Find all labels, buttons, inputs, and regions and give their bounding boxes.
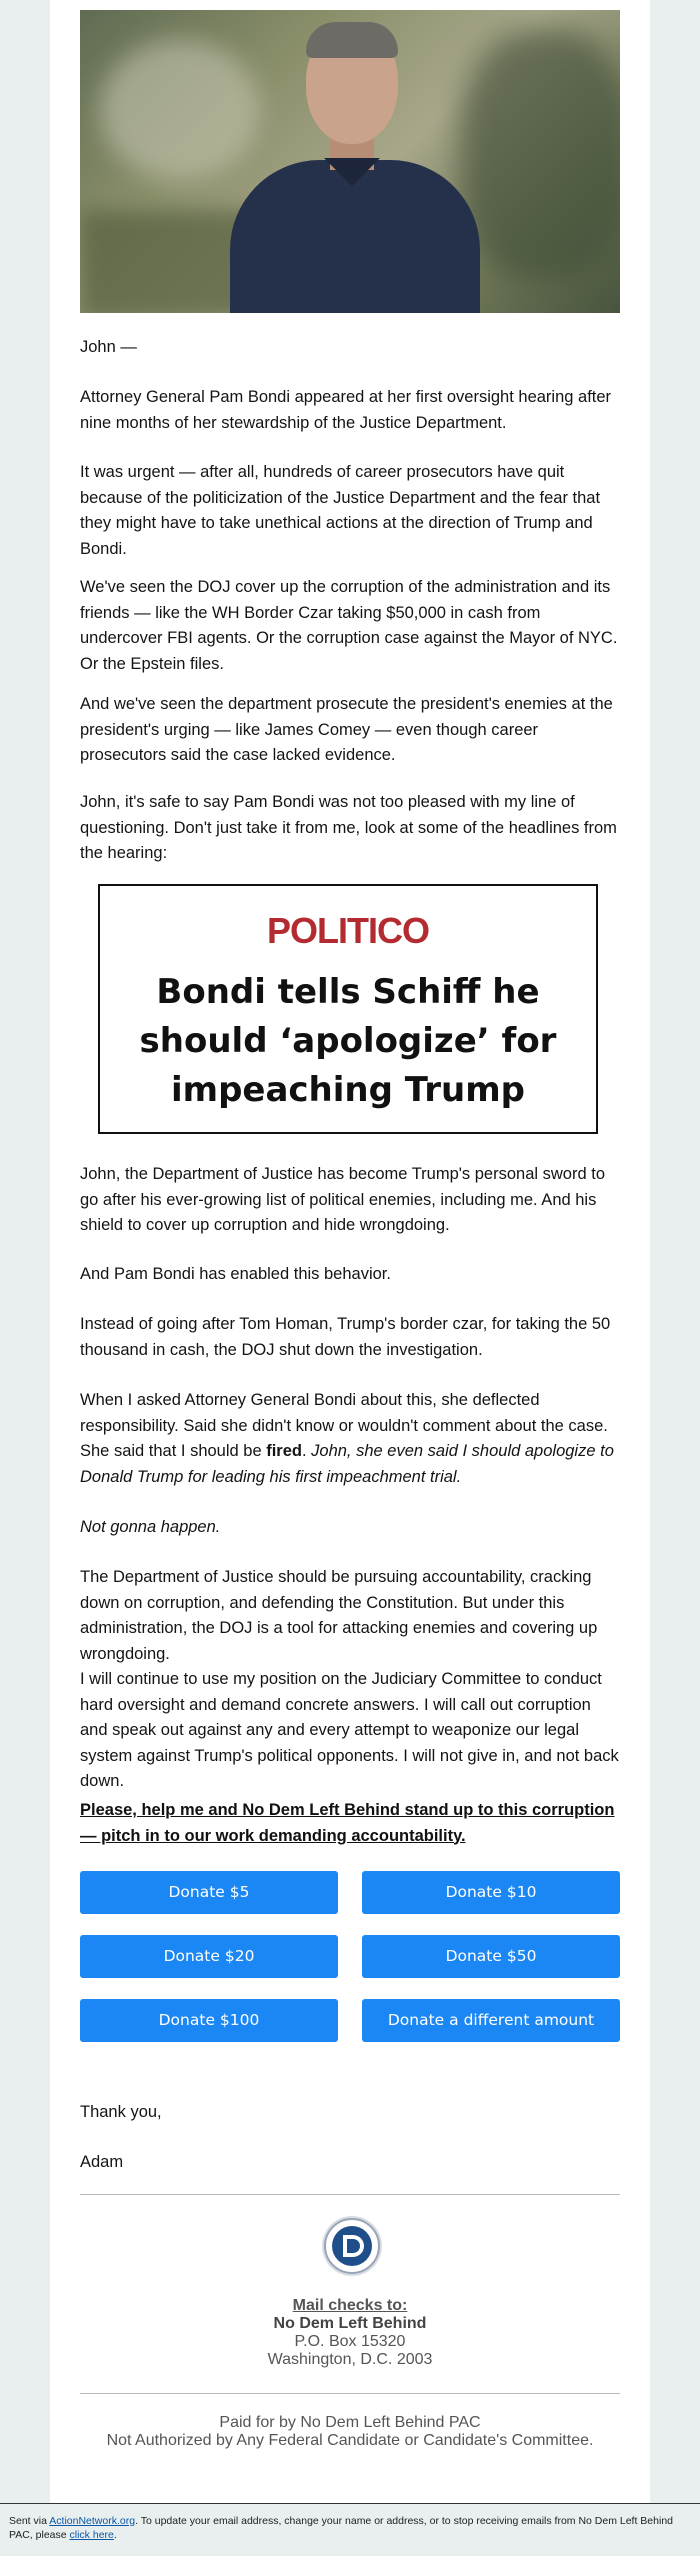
donate-20-button[interactable]: Donate $20: [80, 1935, 338, 1978]
paragraph: John, it's safe to say Pam Bondi was not too pleased with my line of questioning. Don't just take it from me, look at some of the headlines from the hearing:: [80, 793, 617, 862]
politico-logo: POLITICO: [267, 910, 429, 951]
hero-photo: [80, 10, 620, 313]
paragraph: Instead of going after Tom Homan, Trump's border czar, for taking the 50 thousand in cash, the DOJ shut down the investigation.: [80, 1315, 611, 1359]
paragraph: John, the Department of Justice has become Trump's personal sword to go after his ever-growing list of political enemies, including me. And his shield to cover up corruption and hide wrongdoing.: [80, 1165, 605, 1234]
donate-5-button[interactable]: Donate $5: [80, 1871, 338, 1914]
donate-100-button[interactable]: Donate $100: [80, 1999, 338, 2042]
paragraph: I will continue to use my position on the Judiciary Committee to conduct hard oversight and demand concrete answers. I will call out corruption and speak out against any and every attempt to weaponize our legal system against Trump's political opponents. I will not give in, and not back down.: [80, 1670, 619, 1790]
unsubscribe-link[interactable]: click here: [69, 2529, 114, 2541]
mail-label: Mail checks to:: [292, 2297, 408, 2314]
paragraph: Attorney General Pam Bondi appeared at her first oversight hearing after nine months of her stewardship of the Justice Department.: [80, 388, 612, 432]
disclaimer-line1: Paid for by No Dem Left Behind PAC: [219, 2414, 481, 2431]
thanks-text: Thank you,: [80, 2103, 162, 2121]
mail-org: No Dem Left Behind: [273, 2315, 427, 2332]
email-footer: [0, 2503, 700, 2556]
disclaimer-line2: Not Authorized by Any Federal Candidate or Candidate's Committee.: [106, 2432, 594, 2449]
greeting: John —: [80, 338, 137, 356]
paragraph: It was urgent — after all, hundreds of career prosecutors have quit because of the politicization of the Justice Department and the fear that they might have to take unethical actions at the direction of Trump and Bondi.: [80, 463, 601, 558]
paragraph-fired: When I asked Attorney General Bondi about this, she deflected responsibility. Said she didn't know or wouldn't comment about the case. She said that I should be fired. John, she even said I should apologize to Donald Trump for leading his first impeachment trial.: [80, 1391, 614, 1486]
cta-link[interactable]: Please, help me and No Dem Left Behind stand up to this corruption — pitch in to our work demanding accountability.: [80, 1801, 615, 1845]
paragraph: Not gonna happen.: [80, 1518, 221, 1536]
mail-city: Washington, D.C. 2003: [267, 2351, 433, 2368]
paragraph: We've seen the DOJ cover up the corruption of the administration and its friends — like the WH Border Czar taking $50,000 in cash from undercover FBI agents. Or the corruption case against the Mayor of NYC. Or the Epstein files.: [80, 578, 618, 673]
footer-text: Sent via ActionNetwork.org. To update your email address, change your name or address, or to stop receiving emails from No Dem Left Behind PAC, please click here.: [9, 2515, 673, 2541]
divider: [80, 2393, 620, 2394]
mail-box: P.O. Box 15320: [294, 2333, 406, 2350]
paragraph: The Department of Justice should be pursuing accountability, cracking down on corruption, and defending the Constitution. But under this administration, the DOJ is a tool for attacking enemies and covering up wrongdoing.: [80, 1568, 598, 1663]
signature: Adam: [80, 2153, 124, 2171]
divider: [80, 2194, 620, 2195]
email-body: [50, 0, 650, 2503]
donate-50-button[interactable]: Donate $50: [362, 1935, 620, 1978]
headline-card[interactable]: [98, 884, 598, 1134]
paragraph: And Pam Bondi has enabled this behavior.: [80, 1265, 391, 1283]
headline-text: Bondi tells Schiff he should ‘apologize’ for impeaching Trump: [139, 972, 557, 1110]
paragraph: And we've seen the department prosecute the president's enemies at the president's urging — like James Comey — even though career prosecutors said the case lacked evidence.: [80, 695, 613, 764]
actionnetwork-link[interactable]: ActionNetwork.org: [49, 2515, 136, 2527]
donate-10-button[interactable]: Donate $10: [362, 1871, 620, 1914]
donate-custom-button[interactable]: Donate a different amount: [362, 1999, 620, 2042]
org-logo-icon: [324, 2218, 380, 2274]
